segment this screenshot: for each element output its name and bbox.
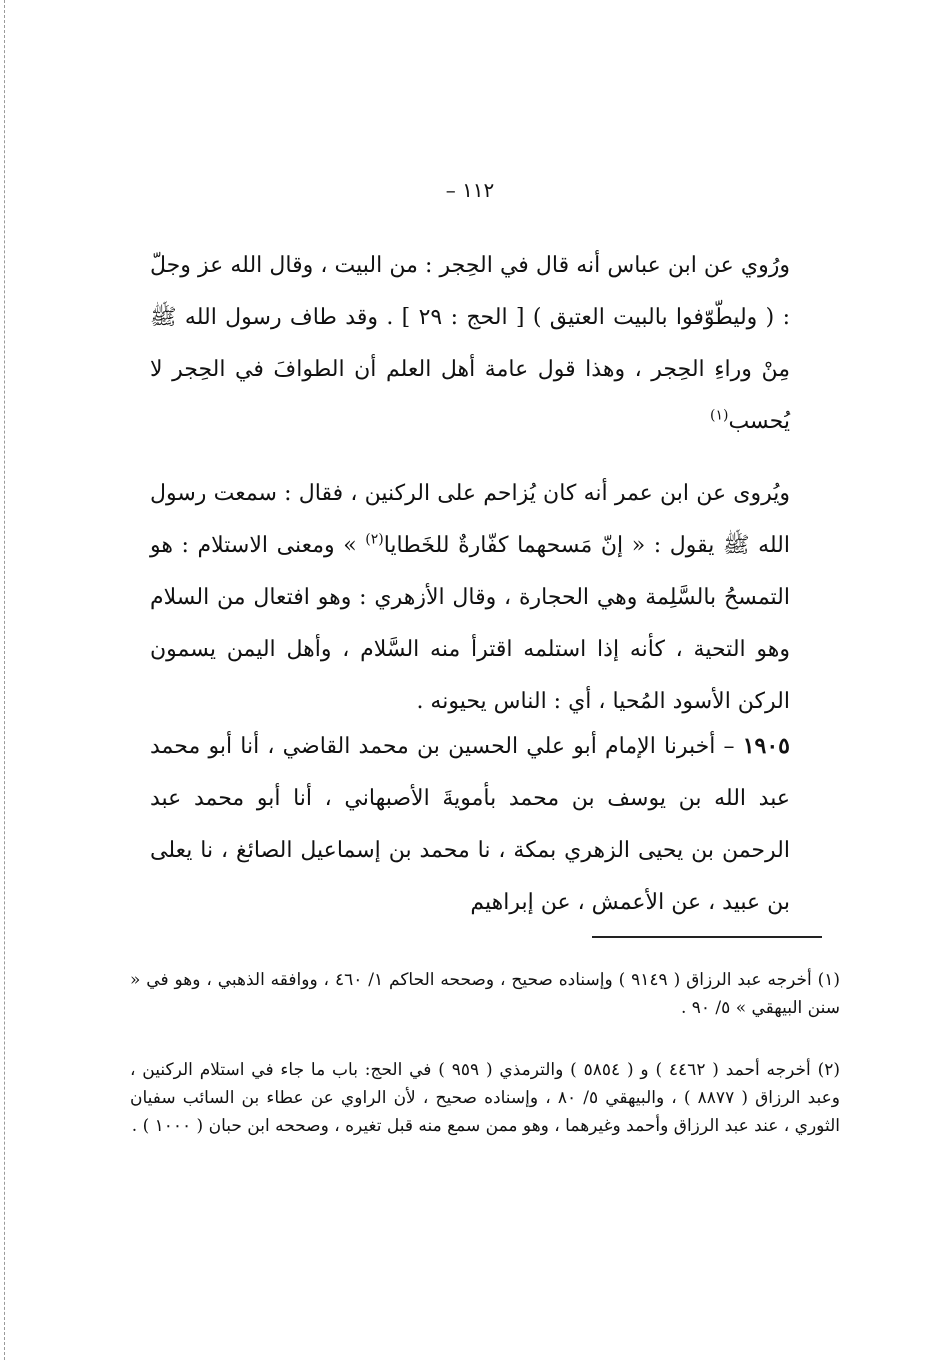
- footnote-2: (٢) أخرجه أحمد ( ٤٤٦٢ ) و ( ٥٨٥٤ ) والترمذي ( ٩٥٩ ) في الحج: باب ما جاء في استلام الركنين ، وعبد الرزاق ( ٨٨٧٧ ) ، والبيهقي ٥/ ٨٠ ، وإسناده صحيح ، لأن الراوي عن عطاء بن السائب سفيان الثوري ، عند عبد الرزاق وأحمد وغيرهما ، وهو ممن سمع منه قبل تغيره ، وصححه ابن حبان ( ١٠٠٠ ) .: [130, 1060, 841, 1136]
- paragraph-istilam: [150, 468, 790, 728]
- page-number: – ١١٢: [445, 178, 495, 202]
- paragraph-text: ويُروى عن ابن عمر أنه كان يُزاحم على الركنين ، فقال : سمعت رسول الله ﷺ يقول : « إنّ مَسحهما كفّارةٌ للخَطايا: [150, 481, 790, 558]
- footnote-separator: [592, 936, 822, 938]
- binding-edge-line: [4, 0, 5, 1360]
- footnote-marker-2: (٢): [365, 531, 384, 548]
- footnote-marker-1: (١): [709, 407, 729, 424]
- paragraph-text: ورُوي عن ابن عباس أنه قال في الحِجر : من البيت ، وقال الله عز وجلّ : ( وليطّوّفوا بالبيت العتيق ) [ الحج : ٢٩ ] . وقد طاف رسول الله ﷺ مِنْ وراءِ الحِجر ، وهذا قول عامة أهل العلم أن الطوافَ في الحِجر لا يُحسب: [150, 253, 790, 434]
- paragraph-tawaf-hijr: [150, 240, 790, 448]
- paragraph-text: » ومعنى الاستلام : هو التمسحُ بالسَّلِمة وهي الحجارة ، وقال الأزهري : وهو افتعال من السلام وهو التحية ، كأنه إذا استلمه اقترأ منه السَّلام ، وأهل اليمن يسمون الركن الأسود المُحيا ، أي : الناس يحيونه .: [150, 533, 790, 714]
- hadith-1905: [150, 720, 790, 929]
- hadith-number: ١٩٠٥: [742, 733, 790, 759]
- hadith-isnad: – أخبرنا الإمام أبو علي الحسين بن محمد القاضي ، أنا أبو محمد عبد الله بن يوسف بن محمد بأمويةَ الأصبهاني ، أنا أبو محمد عبد الرحمن بن يحيى الزهري بمكة ، نا محمد بن إسماعيل الصائغ ، نا يعلى بن عبيد ، عن الأعمش ، عن إبراهيم: [150, 734, 790, 915]
- footnote-1: (١) أخرجه عبد الرزاق ( ٩١٤٩ ) وإسناده صحيح ، وصححه الحاكم ١/ ٤٦٠ ، ووافقه الذهبي ، وهو في « سنن البيهقي » ٥/ ٩٠ .: [130, 970, 841, 1018]
